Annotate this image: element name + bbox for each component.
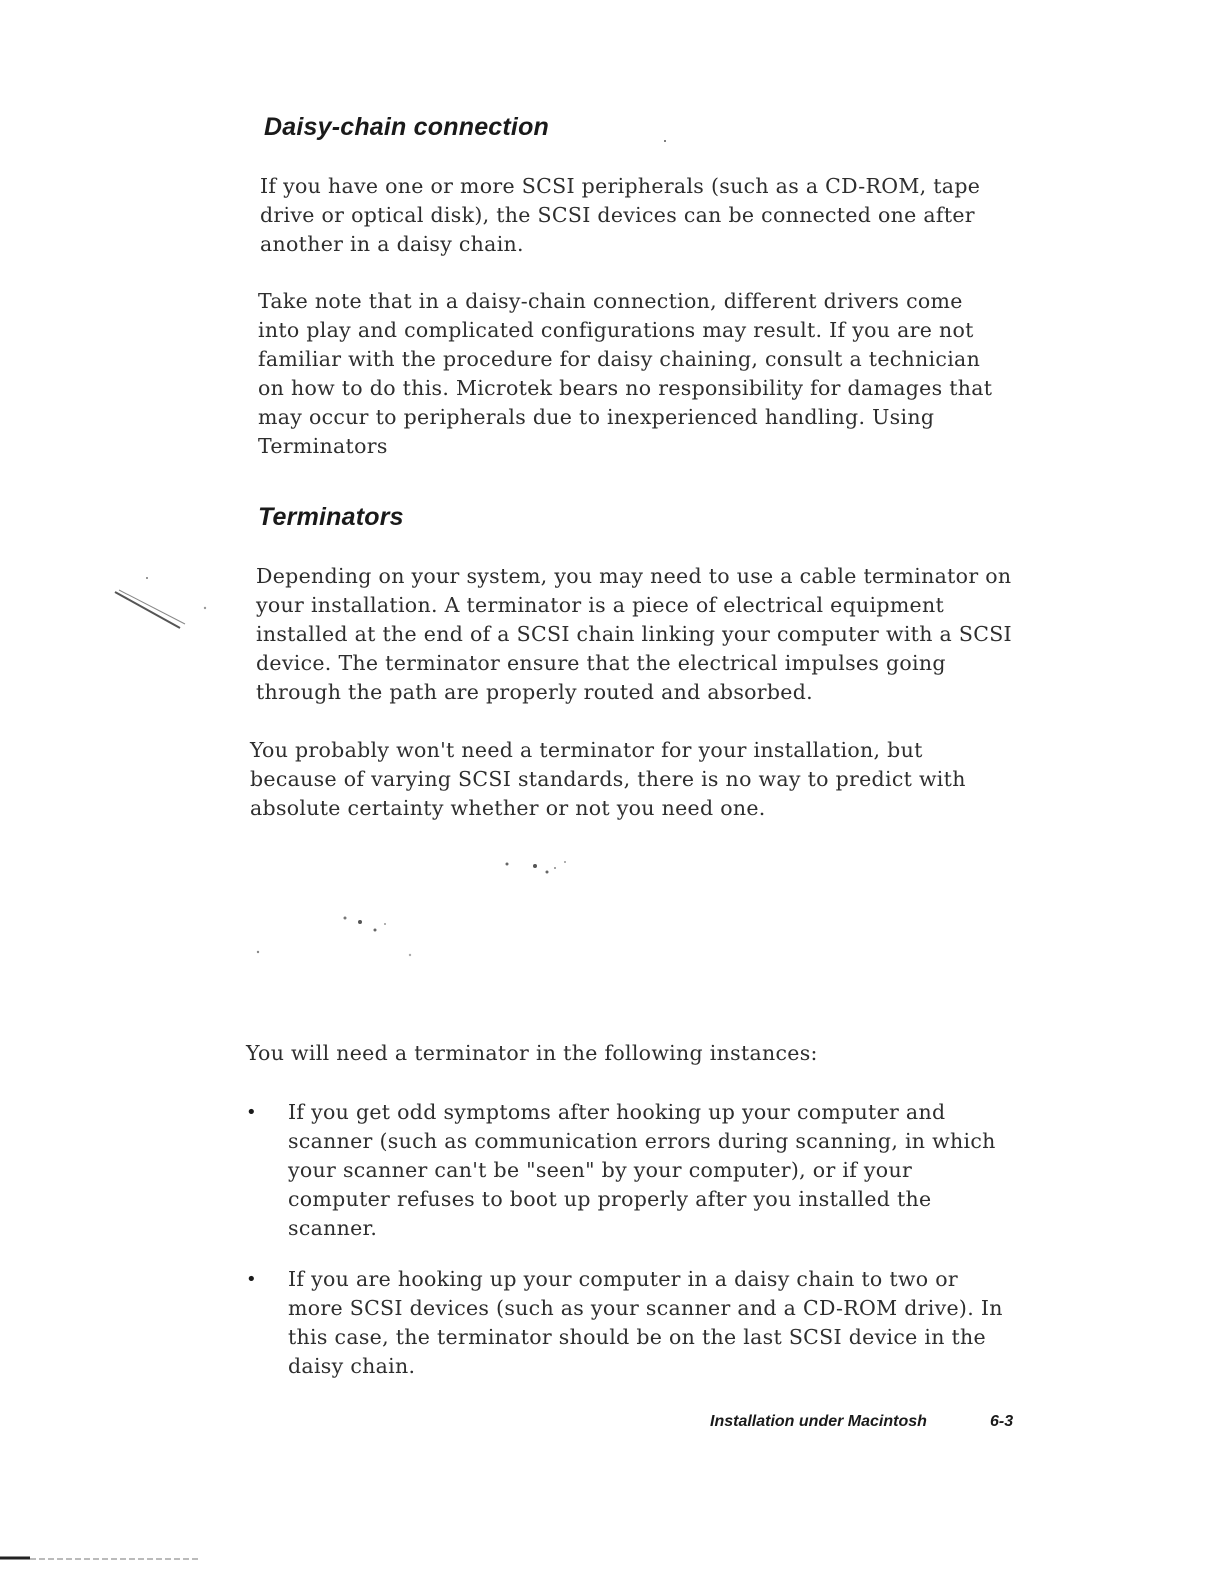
paragraph-instances-intro: You will need a terminator in the following instances: (246, 1041, 818, 1065)
paragraph-daisy-chain-note: Take note that in a daisy-chain connection, different drivers come into play and complicated configurations may result. If you are not familiar with the procedure for daisy chaining, consult a technician on how to do this. Microtek bears no responsibility for damages that may occur to peripherals due to inexperienced handling. Using Terminators (258, 289, 993, 458)
paragraph-terminators-need: You probably won't need a terminator for your installation, but because of varying SCSI standards, there is no way to predict with absolute certainty whether or not you need one. (250, 738, 966, 820)
list-item-text: If you are hooking up your computer in a daisy chain to two or more SCSI devices (such as your scanner and a CD-ROM drive). In this case, the terminator should be on the last SCSI device in the daisy chain. (288, 1267, 1003, 1378)
footer-page-number: 6-3 (990, 1413, 1014, 1430)
scan-artifact-dot-icon (660, 136, 670, 146)
bullet-icon: • (246, 1102, 257, 1123)
list-item-text: If you get odd symptoms after hooking up your computer and scanner (such as communication errors during scanning, in which your scanner can't be "seen" by your computer), or if your computer refuses to boot up properly after you installed the scanner. (288, 1100, 996, 1240)
list-item (246, 1265, 1006, 1381)
list-item (246, 1098, 1006, 1243)
bullet-icon: • (246, 1269, 257, 1290)
scan-artifact-bottom-line-icon (0, 1550, 240, 1570)
scan-artifact-speck-icon (495, 850, 585, 890)
paragraph-terminators-intro: Depending on your system, you may need to use a cable terminator on your installation. A terminator is a piece of electrical equipment installed at the end of a SCSI chain linking your computer with a SCSI device. The terminator ensure that the electrical impulses going through the path are properly routed and absorbed. (256, 564, 1012, 704)
scan-artifact-diagonal-icon (105, 570, 215, 640)
instances-list (246, 1098, 1006, 1403)
scan-artifact-speck-icon (250, 900, 430, 970)
footer-chapter-title: Installation under Macintosh (710, 1413, 927, 1430)
heading-terminators: Terminators (258, 503, 404, 531)
heading-daisy-chain: Daisy-chain connection (264, 113, 550, 141)
paragraph-daisy-chain-intro: If you have one or more SCSI peripherals (such as a CD-ROM, tape drive or optical disk), the SCSI devices can be connected one after another in a daisy chain. (260, 174, 981, 256)
